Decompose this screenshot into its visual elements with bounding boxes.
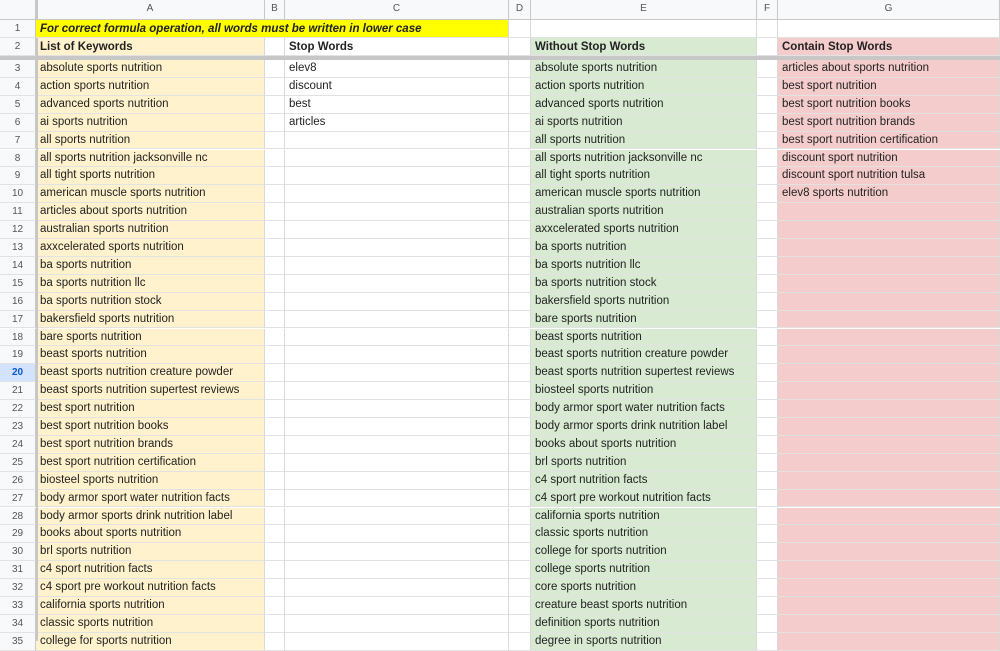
cell-f[interactable] [757, 185, 778, 203]
without-stop-word-cell[interactable]: beast sports nutrition creature powder [531, 346, 757, 364]
frozen-column-divider[interactable] [36, 0, 38, 641]
cell-f[interactable] [757, 114, 778, 132]
without-stop-word-cell[interactable]: axxcelerated sports nutrition [531, 221, 757, 239]
cell-c[interactable] [285, 203, 509, 221]
cell-c[interactable] [285, 597, 509, 615]
row-header[interactable]: 33 [0, 597, 36, 615]
cell-d[interactable] [509, 633, 531, 651]
without-stop-word-cell[interactable]: advanced sports nutrition [531, 96, 757, 114]
row-header[interactable]: 18 [0, 329, 36, 347]
keyword-cell[interactable]: body armor sports drink nutrition label [36, 508, 265, 526]
cell-d[interactable] [509, 454, 531, 472]
row-header[interactable]: 1 [0, 20, 36, 38]
cell-b[interactable] [265, 508, 285, 526]
cell-f[interactable] [757, 346, 778, 364]
cell-g[interactable] [778, 293, 1000, 311]
cell-b[interactable] [265, 114, 285, 132]
cell-d[interactable] [509, 185, 531, 203]
cell-d[interactable] [509, 221, 531, 239]
cell-e[interactable] [531, 20, 757, 38]
without-stop-word-cell[interactable]: classic sports nutrition [531, 525, 757, 543]
row-header[interactable]: 24 [0, 436, 36, 454]
cell-d[interactable] [509, 257, 531, 275]
cell-d[interactable] [509, 60, 531, 78]
row-header[interactable]: 32 [0, 579, 36, 597]
cell-b[interactable] [265, 579, 285, 597]
keyword-cell[interactable]: advanced sports nutrition [36, 96, 265, 114]
row-header[interactable]: 3 [0, 60, 36, 78]
keyword-cell[interactable]: beast sports nutrition [36, 346, 265, 364]
cell-f[interactable] [757, 150, 778, 168]
column-header-d[interactable]: D [509, 0, 531, 20]
cell-c[interactable] [285, 400, 509, 418]
keyword-cell[interactable]: action sports nutrition [36, 78, 265, 96]
keyword-cell[interactable]: bare sports nutrition [36, 329, 265, 347]
cell-b[interactable] [265, 239, 285, 257]
cell-c[interactable] [285, 364, 509, 382]
cell-f[interactable] [757, 275, 778, 293]
cell-d[interactable] [509, 615, 531, 633]
cell-d[interactable] [509, 543, 531, 561]
cell-f[interactable] [757, 472, 778, 490]
without-stop-word-cell[interactable]: action sports nutrition [531, 78, 757, 96]
cell-f[interactable] [757, 311, 778, 329]
row-header[interactable]: 28 [0, 508, 36, 526]
without-stop-word-cell[interactable]: ba sports nutrition [531, 239, 757, 257]
cell-f[interactable] [757, 96, 778, 114]
keyword-cell[interactable]: best sport nutrition [36, 400, 265, 418]
cell-b[interactable] [265, 167, 285, 185]
cell-d[interactable] [509, 472, 531, 490]
cell-f[interactable] [757, 597, 778, 615]
keyword-cell[interactable]: ba sports nutrition [36, 257, 265, 275]
without-stop-word-cell[interactable]: c4 sport nutrition facts [531, 472, 757, 490]
cell-g[interactable] [778, 275, 1000, 293]
cell-c[interactable] [285, 436, 509, 454]
cell-b[interactable] [265, 633, 285, 651]
cell-g[interactable] [778, 525, 1000, 543]
cell-d[interactable] [509, 293, 531, 311]
contain-stop-word-cell[interactable]: elev8 sports nutrition [778, 185, 1000, 203]
cell-f[interactable] [757, 293, 778, 311]
row-header[interactable]: 7 [0, 132, 36, 150]
without-stop-word-cell[interactable]: ba sports nutrition llc [531, 257, 757, 275]
row-header[interactable]: 23 [0, 418, 36, 436]
cell-f[interactable] [757, 20, 778, 38]
keyword-cell[interactable]: california sports nutrition [36, 597, 265, 615]
keyword-cell[interactable]: best sport nutrition books [36, 418, 265, 436]
cell-c[interactable] [285, 346, 509, 364]
cell-b[interactable] [265, 38, 285, 56]
cell-b[interactable] [265, 257, 285, 275]
cell-b[interactable] [265, 490, 285, 508]
without-stop-word-cell[interactable]: bare sports nutrition [531, 311, 757, 329]
cell-b[interactable] [265, 203, 285, 221]
cell-d[interactable] [509, 525, 531, 543]
without-stop-word-cell[interactable]: body armor sports drink nutrition label [531, 418, 757, 436]
without-stop-word-cell[interactable]: brl sports nutrition [531, 454, 757, 472]
cell-g[interactable] [778, 382, 1000, 400]
cell-g[interactable] [778, 400, 1000, 418]
without-stop-word-cell[interactable]: california sports nutrition [531, 508, 757, 526]
column-header-g[interactable]: G [778, 0, 1000, 20]
cell-c[interactable] [285, 167, 509, 185]
cell-c[interactable] [285, 132, 509, 150]
cell-d[interactable] [509, 132, 531, 150]
without-stop-word-cell[interactable]: bakersfield sports nutrition [531, 293, 757, 311]
cell-g[interactable] [778, 490, 1000, 508]
cell-c[interactable] [285, 472, 509, 490]
row-header[interactable]: 8 [0, 150, 36, 168]
without-stop-word-cell[interactable]: books about sports nutrition [531, 436, 757, 454]
cell-g[interactable] [778, 20, 1000, 38]
cell-f[interactable] [757, 38, 778, 56]
cell-c[interactable] [285, 311, 509, 329]
cell-g[interactable] [778, 329, 1000, 347]
stop-word-cell[interactable]: articles [285, 114, 509, 132]
cell-b[interactable] [265, 364, 285, 382]
row-header[interactable]: 13 [0, 239, 36, 257]
cell-c[interactable] [285, 508, 509, 526]
cell-f[interactable] [757, 508, 778, 526]
cell-c[interactable] [285, 239, 509, 257]
cell-f[interactable] [757, 436, 778, 454]
notice-cell[interactable]: For correct formula operation, all words must be written in lower case [36, 20, 509, 38]
column-header-f[interactable]: F [757, 0, 778, 20]
row-header[interactable]: 29 [0, 525, 36, 543]
cell-f[interactable] [757, 78, 778, 96]
without-stop-word-cell[interactable]: all tight sports nutrition [531, 167, 757, 185]
cell-b[interactable] [265, 96, 285, 114]
cell-f[interactable] [757, 543, 778, 561]
row-header[interactable]: 35 [0, 633, 36, 651]
row-header[interactable]: 2 [0, 38, 36, 56]
cell-g[interactable] [778, 203, 1000, 221]
cell-d[interactable] [509, 96, 531, 114]
cell-c[interactable] [285, 257, 509, 275]
cell-b[interactable] [265, 132, 285, 150]
without-stop-word-cell[interactable]: all sports nutrition jacksonville nc [531, 150, 757, 168]
keyword-cell[interactable]: all sports nutrition jacksonville nc [36, 150, 265, 168]
cell-f[interactable] [757, 239, 778, 257]
cell-d[interactable] [509, 203, 531, 221]
keyword-cell[interactable]: ai sports nutrition [36, 114, 265, 132]
contain-stop-word-cell[interactable]: best sport nutrition brands [778, 114, 1000, 132]
cell-f[interactable] [757, 454, 778, 472]
keyword-cell[interactable]: bakersfield sports nutrition [36, 311, 265, 329]
cell-d[interactable] [509, 490, 531, 508]
cell-g[interactable] [778, 346, 1000, 364]
cell-f[interactable] [757, 329, 778, 347]
cell-b[interactable] [265, 472, 285, 490]
cell-g[interactable] [778, 454, 1000, 472]
row-header[interactable]: 21 [0, 382, 36, 400]
frozen-row-divider[interactable] [0, 56, 1000, 60]
cell-f[interactable] [757, 579, 778, 597]
cell-g[interactable] [778, 436, 1000, 454]
cell-g[interactable] [778, 561, 1000, 579]
keyword-cell[interactable]: axxcelerated sports nutrition [36, 239, 265, 257]
row-header[interactable]: 9 [0, 167, 36, 185]
cell-b[interactable] [265, 382, 285, 400]
cell-d[interactable] [509, 382, 531, 400]
cell-f[interactable] [757, 382, 778, 400]
without-stop-word-cell[interactable]: absolute sports nutrition [531, 60, 757, 78]
cell-b[interactable] [265, 329, 285, 347]
row-header[interactable]: 25 [0, 454, 36, 472]
row-header[interactable]: 17 [0, 311, 36, 329]
keyword-cell[interactable]: c4 sport pre workout nutrition facts [36, 579, 265, 597]
cell-c[interactable] [285, 150, 509, 168]
row-header[interactable]: 27 [0, 490, 36, 508]
cell-g[interactable] [778, 418, 1000, 436]
column-header-e[interactable]: E [531, 0, 757, 20]
keyword-cell[interactable]: all tight sports nutrition [36, 167, 265, 185]
cell-c[interactable] [285, 293, 509, 311]
keyword-cell[interactable]: all sports nutrition [36, 132, 265, 150]
cell-b[interactable] [265, 150, 285, 168]
keyword-cell[interactable]: classic sports nutrition [36, 615, 265, 633]
contain-stop-word-cell[interactable]: articles about sports nutrition [778, 60, 1000, 78]
cell-d[interactable] [509, 329, 531, 347]
cell-b[interactable] [265, 185, 285, 203]
cell-g[interactable] [778, 311, 1000, 329]
cell-c[interactable] [285, 561, 509, 579]
keyword-cell[interactable]: books about sports nutrition [36, 525, 265, 543]
cell-b[interactable] [265, 293, 285, 311]
without-stop-word-cell[interactable]: american muscle sports nutrition [531, 185, 757, 203]
keyword-cell[interactable]: c4 sport nutrition facts [36, 561, 265, 579]
row-header[interactable]: 4 [0, 78, 36, 96]
cell-c[interactable] [285, 329, 509, 347]
column-header-b[interactable]: B [265, 0, 285, 20]
row-header[interactable]: 5 [0, 96, 36, 114]
row-header[interactable]: 11 [0, 203, 36, 221]
cell-b[interactable] [265, 221, 285, 239]
cell-f[interactable] [757, 561, 778, 579]
cell-d[interactable] [509, 364, 531, 382]
cell-b[interactable] [265, 346, 285, 364]
without-stop-word-cell[interactable]: beast sports nutrition supertest reviews [531, 364, 757, 382]
cell-d[interactable] [509, 400, 531, 418]
contain-stop-word-cell[interactable]: best sport nutrition [778, 78, 1000, 96]
cell-c[interactable] [285, 633, 509, 651]
cell-g[interactable] [778, 472, 1000, 490]
cell-c[interactable] [285, 418, 509, 436]
keyword-cell[interactable]: australian sports nutrition [36, 221, 265, 239]
cell-b[interactable] [265, 525, 285, 543]
cell-f[interactable] [757, 167, 778, 185]
contain-stop-word-cell[interactable]: best sport nutrition certification [778, 132, 1000, 150]
stop-word-cell[interactable]: discount [285, 78, 509, 96]
cell-d[interactable] [509, 508, 531, 526]
keyword-cell[interactable]: biosteel sports nutrition [36, 472, 265, 490]
keyword-cell[interactable]: college for sports nutrition [36, 633, 265, 651]
contain-stop-word-cell[interactable]: discount sport nutrition tulsa [778, 167, 1000, 185]
cell-c[interactable] [285, 275, 509, 293]
cell-f[interactable] [757, 364, 778, 382]
cell-f[interactable] [757, 203, 778, 221]
cell-b[interactable] [265, 418, 285, 436]
row-header[interactable]: 22 [0, 400, 36, 418]
cell-g[interactable] [778, 543, 1000, 561]
cell-d[interactable] [509, 78, 531, 96]
cell-f[interactable] [757, 490, 778, 508]
cell-b[interactable] [265, 454, 285, 472]
cell-f[interactable] [757, 400, 778, 418]
cell-b[interactable] [265, 561, 285, 579]
without-stop-word-cell[interactable]: body armor sport water nutrition facts [531, 400, 757, 418]
row-header[interactable]: 15 [0, 275, 36, 293]
cell-f[interactable] [757, 525, 778, 543]
cell-g[interactable] [778, 508, 1000, 526]
column-header-c[interactable]: C [285, 0, 509, 20]
cell-b[interactable] [265, 543, 285, 561]
without-stop-word-cell[interactable]: biosteel sports nutrition [531, 382, 757, 400]
keyword-cell[interactable]: absolute sports nutrition [36, 60, 265, 78]
row-header[interactable]: 6 [0, 114, 36, 132]
cell-f[interactable] [757, 615, 778, 633]
cell-f[interactable] [757, 132, 778, 150]
row-header[interactable]: 20 [0, 364, 36, 382]
cell-c[interactable] [285, 543, 509, 561]
without-stop-word-cell[interactable]: creature beast sports nutrition [531, 597, 757, 615]
cell-g[interactable] [778, 597, 1000, 615]
cell-d[interactable] [509, 114, 531, 132]
row-header[interactable]: 31 [0, 561, 36, 579]
cell-g[interactable] [778, 257, 1000, 275]
cell-f[interactable] [757, 257, 778, 275]
cell-g[interactable] [778, 364, 1000, 382]
cell-d[interactable] [509, 239, 531, 257]
contain-stop-word-cell[interactable]: discount sport nutrition [778, 150, 1000, 168]
cell-d[interactable] [509, 597, 531, 615]
cell-f[interactable] [757, 633, 778, 651]
cell-b[interactable] [265, 60, 285, 78]
cell-b[interactable] [265, 78, 285, 96]
cell-g[interactable] [778, 239, 1000, 257]
cell-c[interactable] [285, 579, 509, 597]
header-stop-words[interactable]: Stop Words [285, 38, 509, 56]
cell-d[interactable] [509, 436, 531, 454]
cell-f[interactable] [757, 221, 778, 239]
cell-g[interactable] [778, 615, 1000, 633]
header-contain-stop-words[interactable]: Contain Stop Words [778, 38, 1000, 56]
row-header[interactable]: 14 [0, 257, 36, 275]
without-stop-word-cell[interactable]: college for sports nutrition [531, 543, 757, 561]
cell-b[interactable] [265, 275, 285, 293]
cell-d[interactable] [509, 579, 531, 597]
cell-b[interactable] [265, 615, 285, 633]
row-header[interactable]: 30 [0, 543, 36, 561]
row-header[interactable]: 10 [0, 185, 36, 203]
keyword-cell[interactable]: beast sports nutrition supertest reviews [36, 382, 265, 400]
cell-c[interactable] [285, 490, 509, 508]
cell-c[interactable] [285, 454, 509, 472]
keyword-cell[interactable]: articles about sports nutrition [36, 203, 265, 221]
cell-d[interactable] [509, 418, 531, 436]
without-stop-word-cell[interactable]: ba sports nutrition stock [531, 275, 757, 293]
cell-d[interactable] [509, 20, 531, 38]
cell-c[interactable] [285, 221, 509, 239]
row-header[interactable]: 34 [0, 615, 36, 633]
cell-f[interactable] [757, 60, 778, 78]
cell-d[interactable] [509, 275, 531, 293]
without-stop-word-cell[interactable]: core sports nutrition [531, 579, 757, 597]
cell-d[interactable] [509, 167, 531, 185]
cell-b[interactable] [265, 436, 285, 454]
keyword-cell[interactable]: beast sports nutrition creature powder [36, 364, 265, 382]
cell-d[interactable] [509, 561, 531, 579]
contain-stop-word-cell[interactable]: best sport nutrition books [778, 96, 1000, 114]
without-stop-word-cell[interactable]: degree in sports nutrition [531, 633, 757, 651]
row-header[interactable]: 12 [0, 221, 36, 239]
cell-c[interactable] [285, 615, 509, 633]
keyword-cell[interactable]: ba sports nutrition stock [36, 293, 265, 311]
cell-g[interactable] [778, 579, 1000, 597]
cell-g[interactable] [778, 633, 1000, 651]
cell-b[interactable] [265, 400, 285, 418]
cell-d[interactable] [509, 38, 531, 56]
keyword-cell[interactable]: body armor sport water nutrition facts [36, 490, 265, 508]
without-stop-word-cell[interactable]: all sports nutrition [531, 132, 757, 150]
cell-g[interactable] [778, 221, 1000, 239]
cell-b[interactable] [265, 597, 285, 615]
without-stop-word-cell[interactable]: c4 sport pre workout nutrition facts [531, 490, 757, 508]
cell-d[interactable] [509, 346, 531, 364]
cell-d[interactable] [509, 150, 531, 168]
stop-word-cell[interactable]: elev8 [285, 60, 509, 78]
keyword-cell[interactable]: best sport nutrition certification [36, 454, 265, 472]
header-keywords[interactable]: List of Keywords [36, 38, 265, 56]
cell-c[interactable] [285, 382, 509, 400]
row-header[interactable]: 19 [0, 346, 36, 364]
cell-f[interactable] [757, 418, 778, 436]
stop-word-cell[interactable]: best [285, 96, 509, 114]
keyword-cell[interactable]: american muscle sports nutrition [36, 185, 265, 203]
header-without-stop-words[interactable]: Without Stop Words [531, 38, 757, 56]
without-stop-word-cell[interactable]: definition sports nutrition [531, 615, 757, 633]
row-header[interactable]: 26 [0, 472, 36, 490]
keyword-cell[interactable]: brl sports nutrition [36, 543, 265, 561]
without-stop-word-cell[interactable]: beast sports nutrition [531, 329, 757, 347]
keyword-cell[interactable]: ba sports nutrition llc [36, 275, 265, 293]
cell-b[interactable] [265, 311, 285, 329]
keyword-cell[interactable]: best sport nutrition brands [36, 436, 265, 454]
row-header[interactable]: 16 [0, 293, 36, 311]
column-header-a[interactable]: A [36, 0, 265, 20]
without-stop-word-cell[interactable]: college sports nutrition [531, 561, 757, 579]
without-stop-word-cell[interactable]: australian sports nutrition [531, 203, 757, 221]
cell-c[interactable] [285, 185, 509, 203]
select-all-corner[interactable] [0, 0, 36, 20]
cell-d[interactable] [509, 311, 531, 329]
without-stop-word-cell[interactable]: ai sports nutrition [531, 114, 757, 132]
cell-c[interactable] [285, 525, 509, 543]
